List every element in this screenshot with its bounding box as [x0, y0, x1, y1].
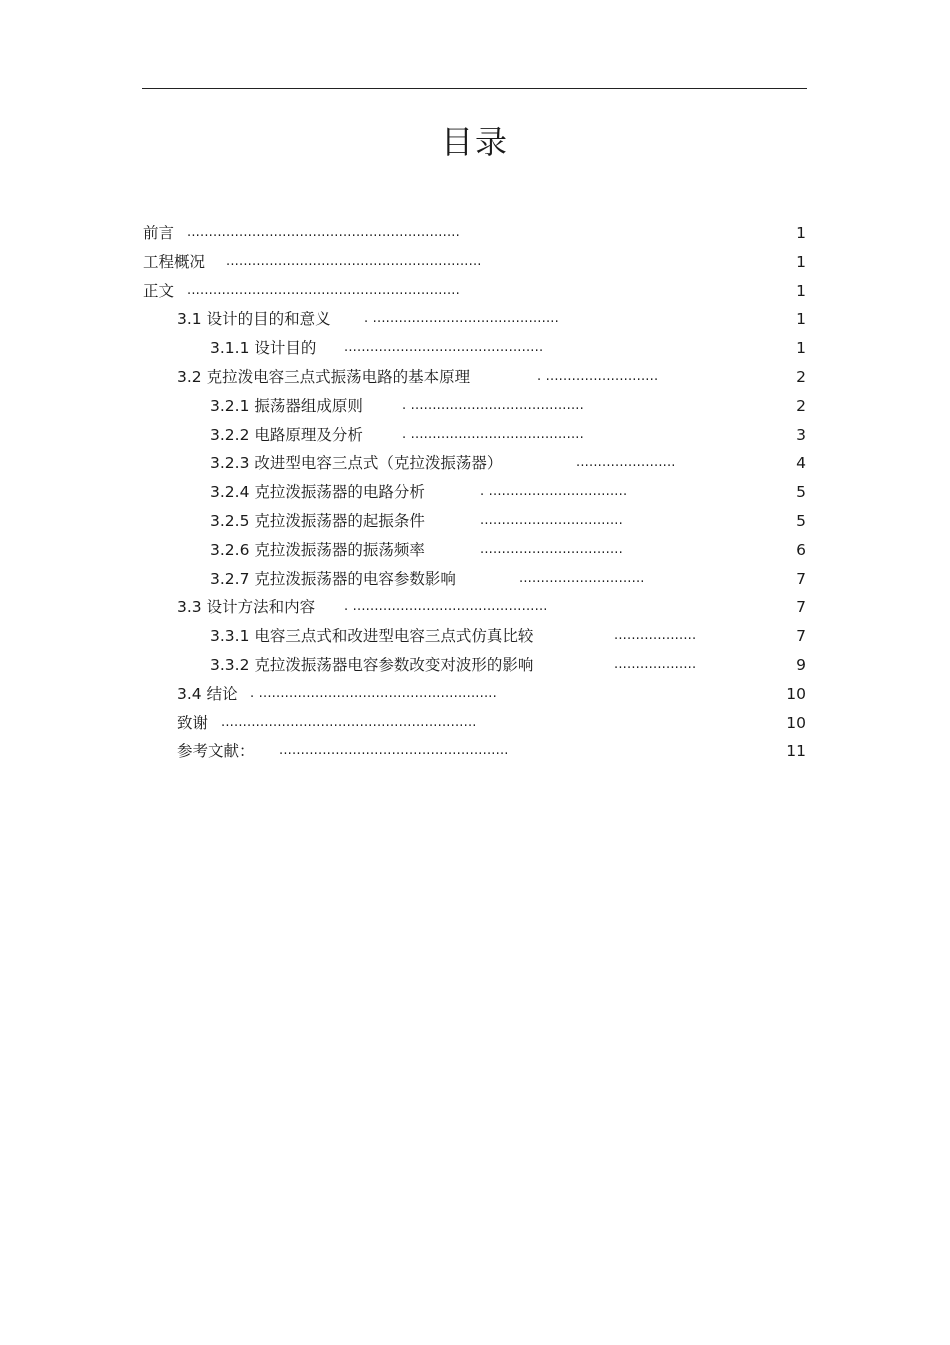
toc-entry-page: 10	[786, 713, 806, 732]
header-rule	[142, 88, 807, 89]
toc-entry-page: 6	[796, 540, 806, 559]
toc-entry-label: 工程概况	[143, 252, 206, 271]
toc-entry-leader: . ........................................	[402, 426, 584, 442]
toc-entry-leader: ...................	[614, 628, 697, 644]
toc-entry[interactable]	[0, 709, 950, 738]
toc-entry-leader: ...........................................................	[226, 253, 482, 269]
toc-entry-label: 参考文献：	[177, 742, 255, 761]
toc-entry[interactable]	[0, 622, 950, 651]
toc-entry-page: 2	[796, 368, 806, 386]
toc-entry-leader: . ..........................	[537, 369, 659, 384]
toc-entry[interactable]	[0, 363, 950, 392]
toc-entry-leader: .......................	[576, 455, 676, 471]
toc-entry-label: 3.2.2 电路原理及分析	[210, 425, 363, 444]
toc-entry[interactable]	[0, 593, 950, 622]
toc-entry-page: 5	[796, 512, 806, 530]
toc-entry-label: 3.2.7 克拉泼振荡器的电容参数影响	[210, 569, 456, 588]
toc-entry-leader: .............................	[519, 570, 645, 586]
toc-entry[interactable]	[0, 334, 950, 363]
toc-entry-page: 2	[796, 396, 806, 415]
toc-entry[interactable]	[0, 478, 950, 507]
toc-entry-label: 3.2.3 改进型电容三点式（克拉泼振荡器）	[210, 454, 503, 473]
toc-entry[interactable]	[0, 248, 950, 277]
toc-entry-page: 7	[796, 569, 806, 588]
toc-entry-leader: ...................	[614, 657, 697, 672]
toc-entry-label: 3.1 设计的目的和意义	[177, 310, 331, 329]
toc-entry[interactable]	[0, 507, 950, 536]
toc-entry-label: 3.1.1 设计目的	[210, 339, 317, 358]
toc-entry-label: 3.2.6 克拉泼振荡器的振荡频率	[210, 540, 425, 559]
toc-entry-label: 3.2.1 振荡器组成原则	[210, 396, 363, 415]
toc-entry-page: 1	[796, 339, 806, 358]
toc-entry[interactable]	[0, 392, 950, 421]
toc-entry[interactable]	[0, 737, 950, 766]
toc-entry-page: 1	[796, 281, 806, 300]
toc-entry-leader: ..............................................	[344, 340, 544, 356]
toc-entry[interactable]	[0, 219, 950, 248]
toc-entry-page: 1	[796, 310, 806, 329]
toc-entry-page: 3	[796, 425, 806, 444]
toc-entry[interactable]	[0, 305, 950, 334]
toc-entry-label: 3.3.1 电容三点式和改进型电容三点式仿真比较	[210, 627, 534, 646]
toc-entry-leader: . .............................................	[344, 599, 548, 615]
toc-entry-page: 5	[796, 483, 806, 502]
toc-entry[interactable]	[0, 421, 950, 450]
toc-entry[interactable]	[0, 536, 950, 565]
toc-entry-leader: . ...........................................	[364, 311, 559, 327]
toc-entry-leader: ...........................................................	[221, 714, 477, 730]
toc-entry-page: 7	[796, 627, 806, 646]
toc-entry-leader: . .......................................................	[250, 685, 497, 701]
page-title: 目录	[440, 123, 509, 161]
toc-entry-leader: ...............................................................	[187, 282, 460, 298]
toc-entry-page: 7	[796, 598, 806, 617]
toc-entry-label: 3.3 设计方法和内容	[177, 598, 316, 617]
toc-entry-leader: . ........................................	[402, 397, 584, 413]
toc-entry-page: 10	[786, 684, 806, 703]
toc-entry-leader: ...............................................................	[187, 225, 460, 240]
toc-entry-label: 3.2.4 克拉泼振荡器的电路分析	[210, 483, 425, 502]
toc-entry-label: 3.4 结论	[177, 684, 238, 703]
toc-entry[interactable]	[0, 277, 950, 306]
toc-entry-leader: .....................................................	[279, 743, 509, 759]
toc-entry[interactable]	[0, 449, 950, 478]
toc-entry-leader: .................................	[480, 513, 623, 528]
toc-entry[interactable]	[0, 651, 950, 680]
toc-entry-page: 1	[796, 224, 806, 242]
toc-entry-leader: . ................................	[480, 484, 628, 500]
toc-entry-label: 3.2 克拉泼电容三点式振荡电路的基本原理	[177, 368, 471, 386]
toc-entry-page: 11	[786, 742, 806, 761]
toc-entry-page: 1	[796, 252, 806, 271]
toc-entry-label: 致谢	[177, 713, 209, 732]
toc-entry[interactable]	[0, 680, 950, 709]
toc-entry-leader: .................................	[480, 541, 623, 557]
toc-entry-page: 9	[796, 656, 806, 674]
toc-entry-label: 3.3.2 克拉泼振荡器电容参数改变对波形的影响	[210, 656, 534, 674]
toc-entry-label: 前言	[143, 224, 175, 242]
toc-entry-label: 3.2.5 克拉泼振荡器的起振条件	[210, 512, 425, 530]
toc-entry[interactable]	[0, 565, 950, 594]
toc-entry-label: 正文	[143, 281, 175, 300]
toc-entry-page: 4	[796, 454, 806, 473]
